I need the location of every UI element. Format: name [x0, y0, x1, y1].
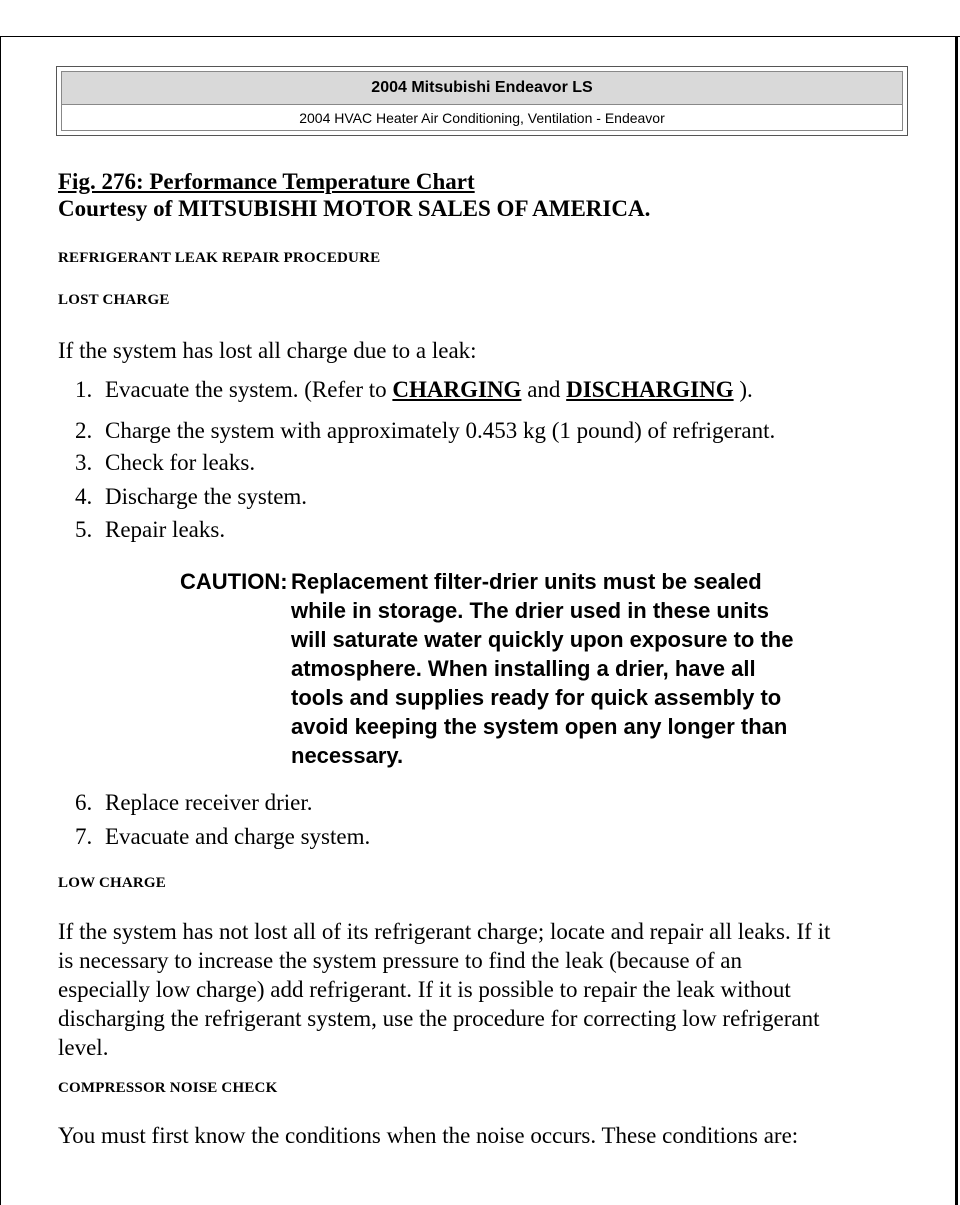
low-charge-line: is necessary to increase the system pressure to find the leak (because of an [58, 948, 742, 973]
discharging-link[interactable]: DISCHARGING [566, 377, 734, 402]
step-1-suffix: ). [733, 377, 753, 402]
page-border-top [0, 36, 960, 37]
step-3: 3. Check for leaks. [75, 450, 256, 475]
step-4: 4. Discharge the system. [75, 484, 308, 509]
low-charge-line: discharging the refrigerant system, use the procedure for correcting low refrigerant [58, 1006, 820, 1031]
step-1-prefix: Evacuate the system. (Refer to [105, 377, 393, 402]
step-1-mid: and [521, 377, 567, 402]
caution-line: while in storage. The drier used in these units [291, 598, 769, 623]
vehicle-title: 2004 Mitsubishi Endeavor LS [62, 72, 902, 105]
step-4-text: Discharge the system. [105, 484, 308, 509]
step-5: 5. Repair leaks. [75, 517, 226, 542]
heading-compressor-noise: COMPRESSOR NOISE CHECK [58, 1080, 278, 1096]
step-6-text: Replace receiver drier. [105, 790, 313, 815]
step-1: 1. Evacuate the system. (Refer to CHARGING and DISCHARGING ). [75, 377, 753, 402]
page-border-left [0, 36, 1, 1205]
caution-text [291, 567, 960, 770]
low-charge-line: especially low charge) add refrigerant. If it is possible to repair the leak without [58, 977, 791, 1002]
caution-line: will saturate water quickly upon exposure to the [291, 627, 794, 652]
step-7-text: Evacuate and charge system. [105, 824, 371, 849]
caution-line: Replacement filter-drier units must be sealed [291, 569, 762, 594]
low-charge-paragraph [58, 917, 908, 1062]
lost-charge-intro: If the system has lost all charge due to a leak: [58, 338, 477, 363]
caution-line: atmosphere. When installing a drier, have all [291, 656, 756, 681]
heading-lost-charge: LOST CHARGE [58, 292, 170, 308]
caution-line: tools and supplies ready for quick assembly to [291, 685, 782, 710]
step-2: 2. Charge the system with approximately 0.453 kg (1 pound) of refrigerant. [75, 418, 776, 443]
caution-label: CAUTION: [180, 569, 288, 594]
document-header [56, 66, 908, 136]
caution-line: avoid keeping the system open any longer than [291, 714, 788, 739]
low-charge-line: If the system has not lost all of its refrigerant charge; locate and repair all leaks. If it [58, 919, 831, 944]
step-2-text: Charge the system with approximately 0.453 kg (1 pound) of refrigerant. [105, 418, 776, 443]
step-6: 6. Replace receiver drier. [75, 790, 313, 815]
figure-courtesy: Courtesy of MITSUBISHI MOTOR SALES OF AMERICA. [58, 196, 651, 221]
compressor-noise-intro: You must first know the conditions when the noise occurs. These conditions are: [58, 1123, 799, 1148]
step-7: 7. Evacuate and charge system. [75, 824, 371, 849]
step-3-text: Check for leaks. [105, 450, 256, 475]
section-subtitle: 2004 HVAC Heater Air Conditioning, Ventilation - Endeavor [299, 110, 665, 126]
heading-leak-repair: REFRIGERANT LEAK REPAIR PROCEDURE [58, 250, 381, 266]
heading-low-charge: LOW CHARGE [58, 875, 166, 891]
low-charge-line: level. [58, 1035, 109, 1060]
step-5-text: Repair leaks. [105, 517, 226, 542]
figure-title-text: Fig. 276: Performance Temperature Chart [58, 169, 475, 194]
figure-title [58, 169, 475, 195]
charging-link[interactable]: CHARGING [392, 377, 522, 402]
document-header-inner [61, 71, 903, 131]
caution-line: necessary. [291, 743, 404, 768]
